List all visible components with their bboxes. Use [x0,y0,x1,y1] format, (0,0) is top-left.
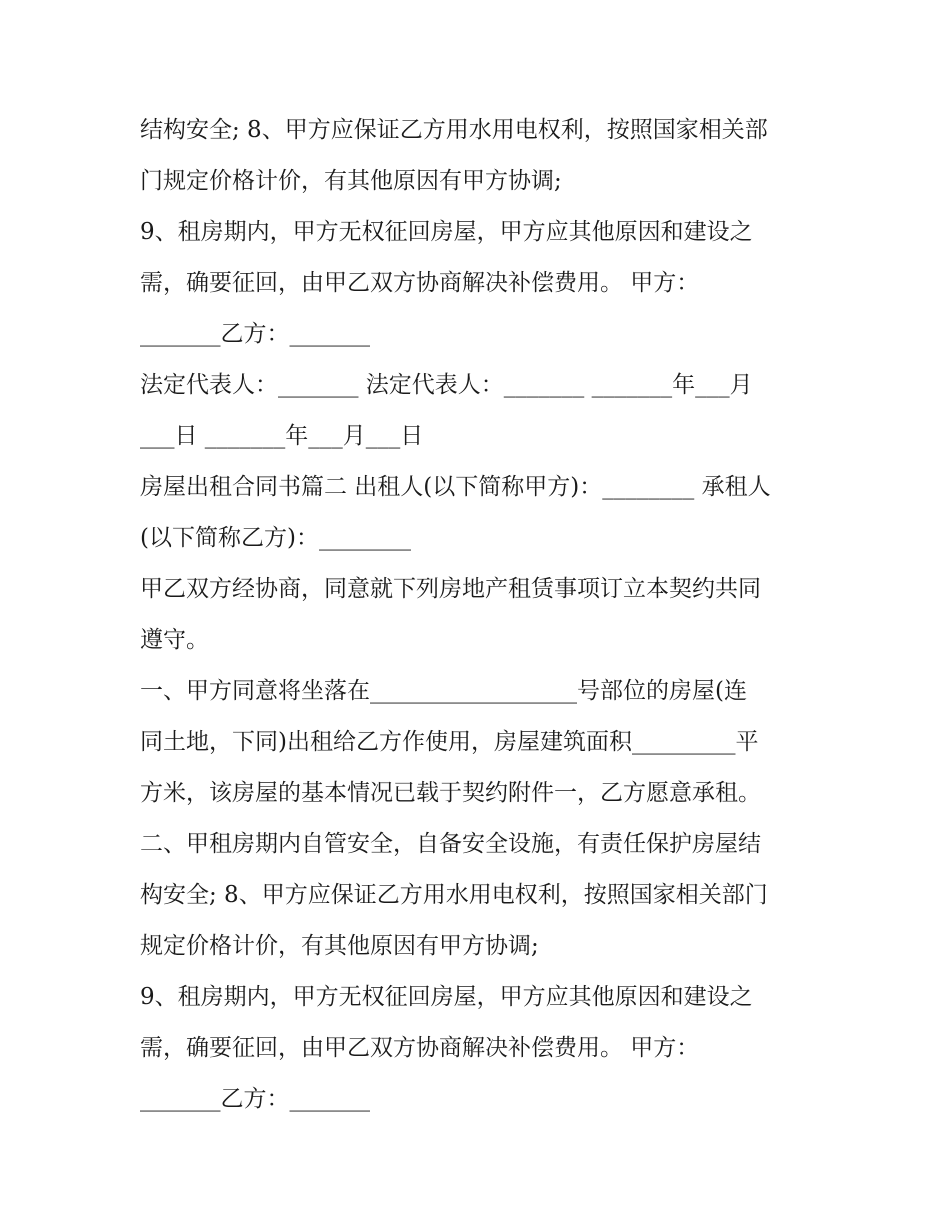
text-line: (以下简称乙方)：________ [140,525,411,551]
text-line: 一、甲方同意将坐落在__________________号部位的房屋(连 [140,678,747,704]
text-line: 需，确要征回，由甲乙双方协商解决补偿费用。 甲方： [140,270,700,296]
text-line: 同土地，下同)出租给乙方作使用，房屋建筑面积_________平 [140,729,759,755]
text-line: 方米，该房屋的基本情况已载于契约附件一，乙方愿意承租。 [140,780,761,806]
text-line: 规定价格计价，有其他原因有甲方协调; [140,933,539,959]
text-line: 构安全; 8、甲方应保证乙方用水用电权利，按照国家相关部门 [140,882,768,908]
date-line: ___日 _______年___月___日 [140,423,424,449]
signature-line: _______乙方：_______ [140,1086,370,1112]
legal-representative-line: 法定代表人：_______ 法定代表人：_______ _______年___月 [140,372,753,398]
text-line: 9、租房期内，甲方无权征回房屋，甲方应其他原因和建设之 [140,219,753,245]
signature-line: _______乙方：_______ [140,321,370,347]
text-line: 门规定价格计价，有其他原因有甲方协调; [140,168,562,194]
text-line: 遵守。 [140,627,209,653]
document-body [140,105,820,1125]
text-line: 9、租房期内，甲方无权征回房屋，甲方应其他原因和建设之 [140,984,753,1010]
text-line: 甲乙双方经协商，同意就下列房地产租赁事项订立本契约共同 [140,576,761,602]
section-heading-line: 房屋出租合同书篇二 出租人(以下简称甲方)：________ 承租人 [140,474,771,500]
text-line: 结构安全; 8、甲方应保证乙方用水用电权利，按照国家相关部 [140,117,768,143]
text-line: 需，确要征回，由甲乙双方协商解决补偿费用。 甲方： [140,1035,700,1061]
text-line: 二、甲租房期内自管安全，自备安全设施，有责任保护房屋结 [140,831,761,857]
